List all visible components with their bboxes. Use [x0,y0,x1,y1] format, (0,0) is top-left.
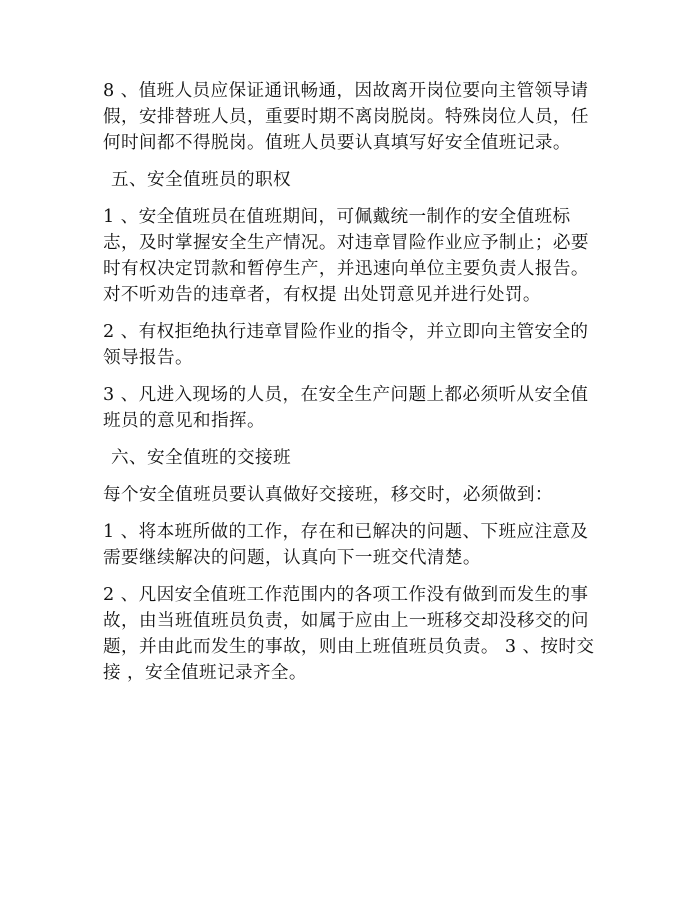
section-heading-6: 六、安全值班的交接班 [111,448,291,468]
paragraph-duty-2: 2 、有权拒绝执行违章冒险作业的指令，并立即向主管安全的领导报告。 [103,322,589,368]
document-body [103,78,603,697]
paragraph-handover-1: 1 、将本班所做的工作，存在和已解决的问题、下班应注意及需要继续解决的问题，认真向下一班交代清楚。 [103,522,589,568]
paragraph-handover-intro: 每个安全值班员要认真做好交接班，移交时，必须做到： [103,485,553,505]
section-heading-5: 五、安全值班员的职权 [111,170,291,190]
paragraph-handover-2: 2 、凡因安全值班工作范围内的各项工作没有做到而发生的事故，由当班值班员负责，如属于应由上一班移交却没移交的问题，并由此而发生的事故，则由上班值班员负责。 3 、按时交接 ，安全值班记录齐全。 [103,585,595,683]
paragraph-item-8: 8 、值班人员应保证通讯畅通，因故离开岗位要向主管领导请假，安排替班人员，重要时期不离岗脱岗。特殊岗位人员，任何时间都不得脱岗。值班人员要认真填写好安全值班记录。 [103,81,589,153]
paragraph-duty-1: 1 、安全值班员在值班期间，可佩戴统一制作的安全值班标志，及时掌握安全生产情况。对违章冒险作业应予制止；必要时有权决定罚款和暂停生产，并迅速向单位主要负责人报告。对不听劝告的违章者，有权提 出处罚意见并进行处罚。 [103,207,589,305]
paragraph-duty-3: 3 、凡进入现场的人员，在安全生产问题上都必须听从安全值班员的意见和指挥。 [103,385,589,431]
